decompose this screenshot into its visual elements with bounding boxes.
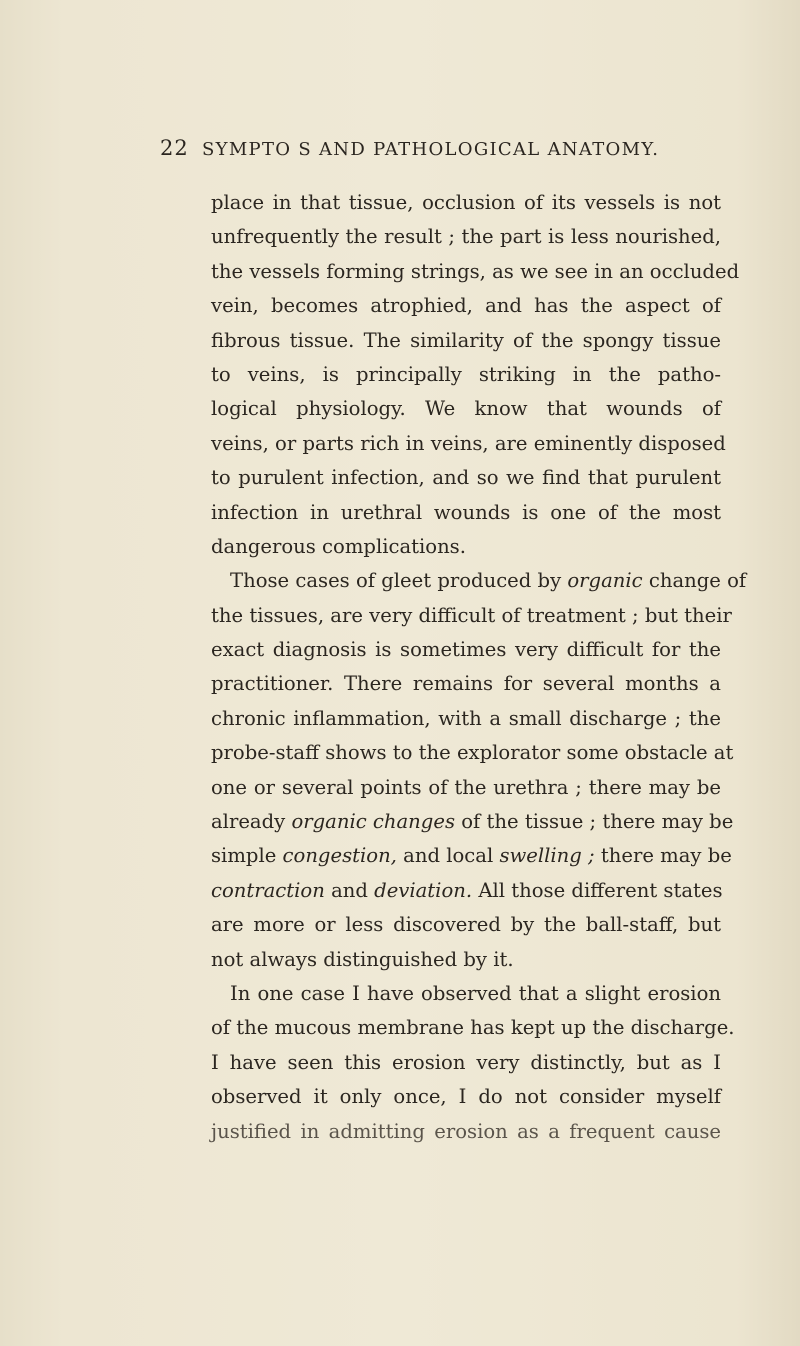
text-segment: simple	[211, 844, 283, 868]
text-line	[211, 461, 721, 495]
text-segment: one or several points of the urethra ; there may be	[211, 775, 721, 799]
text-segment: the vessels forming strings, as we see in an occluded	[211, 259, 740, 283]
text-segment: logical physiology. We know that wounds of	[211, 397, 721, 421]
italic-text: congestion,	[282, 844, 397, 868]
text-line	[211, 289, 721, 323]
text-line	[211, 805, 734, 839]
text-segment: already	[211, 810, 292, 834]
text-line	[211, 564, 747, 598]
text-line	[211, 874, 721, 908]
text-line	[211, 496, 721, 530]
text-segment: are more or less discovered by the ball-staff, but	[211, 913, 721, 937]
text-line	[211, 667, 721, 701]
text-segment: and local	[396, 844, 500, 868]
text-segment: dangerous complications.	[211, 534, 466, 558]
text-line	[211, 1011, 735, 1045]
text-segment: of the tissue ; there may be	[455, 810, 734, 834]
text-segment: to veins, is principally striking in the patho-	[211, 362, 721, 386]
text-segment: to purulent infection, and so we find that purulent	[211, 466, 721, 490]
text-line	[211, 186, 721, 220]
text-segment: change of	[642, 569, 747, 593]
text-segment: infection in urethral wounds is one of the most	[211, 500, 721, 524]
text-segment: there may be	[594, 844, 732, 868]
text-line	[211, 736, 734, 770]
text-segment: fibrous tissue. The similarity of the spongy tissue	[211, 328, 721, 352]
italic-text: organic	[567, 569, 643, 593]
text-segment: the tissues, are very difficult of treatment ; but their	[211, 603, 732, 627]
text-line	[211, 702, 721, 736]
text-line	[211, 599, 732, 633]
text-segment: exact diagnosis is sometimes very difficult for the	[211, 638, 721, 662]
text-line	[211, 839, 732, 873]
page-number: 22	[160, 136, 189, 160]
text-segment: probe-staff shows to the explorator some obstacle at	[211, 741, 734, 765]
text-segment: All those different states	[472, 878, 723, 902]
text-segment: and	[324, 878, 375, 902]
italic-text: deviation.	[374, 878, 473, 902]
text-segment: Those cases of gleet produced by	[230, 569, 568, 593]
text-line	[211, 771, 721, 805]
page-header	[160, 136, 720, 162]
text-line	[211, 392, 721, 426]
text-segment: veins, or parts rich in veins, are eminently disposed	[211, 431, 726, 455]
text-line	[211, 977, 721, 1011]
text-segment: not always distinguished by it.	[211, 947, 514, 971]
text-segment: observed it only once, I do not consider myself	[211, 1085, 721, 1109]
text-line	[211, 1046, 721, 1080]
text-segment: unfrequently the result ; the part is less nourished,	[211, 225, 721, 249]
text-line	[211, 358, 721, 392]
text-line	[211, 1115, 721, 1149]
text-segment: practitioner. There remains for several months a	[211, 672, 721, 696]
text-line	[211, 220, 721, 254]
text-segment: I have seen this erosion very distinctly, but as I	[211, 1050, 721, 1074]
text-segment: justified in admitting erosion as a frequent cause	[211, 1119, 721, 1143]
text-segment: In one case I have observed that a slight erosion	[230, 981, 721, 1005]
text-segment: vein, becomes atrophied, and has the aspect of	[211, 294, 721, 318]
italic-text: swelling ;	[499, 844, 595, 868]
text-line	[211, 255, 740, 289]
text-line	[211, 427, 726, 461]
italic-text: contraction	[211, 878, 325, 902]
text-segment: place in that tissue, occlusion of its vessels is not	[211, 191, 721, 214]
italic-text: organic changes	[291, 810, 455, 834]
text-segment: chronic inflammation, with a small discharge ; the	[211, 706, 721, 730]
text-line	[211, 908, 721, 942]
text-line	[211, 530, 721, 564]
text-line	[211, 1080, 721, 1114]
text-segment: of the mucous membrane has kept up the discharge.	[211, 1016, 735, 1040]
text-line	[211, 324, 721, 358]
text-line	[211, 633, 721, 667]
body-text	[211, 186, 747, 1149]
running-head: SYMPTO S AND PATHOLOGICAL ANATOMY.	[202, 139, 660, 160]
text-line	[211, 943, 721, 977]
